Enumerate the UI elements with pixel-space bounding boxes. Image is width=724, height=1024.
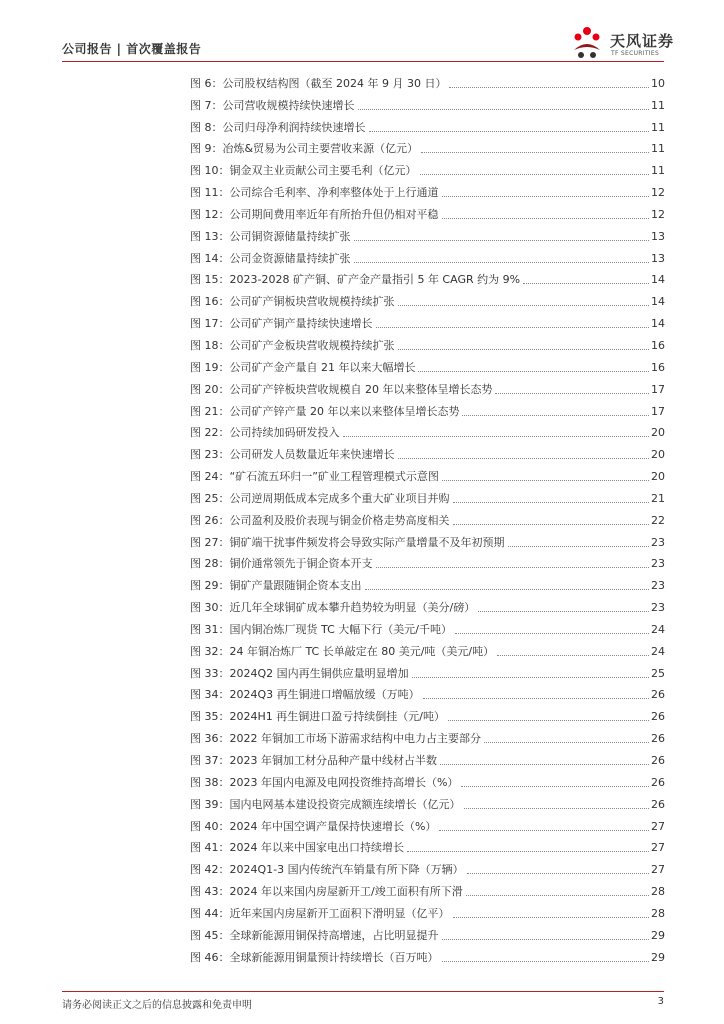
toc-entry-title: 图 29：铜矿产量跟随铜企资本支出: [190, 579, 362, 593]
toc-entry-page: 28: [651, 885, 665, 899]
toc-dot-leader: [376, 567, 650, 568]
report-type-label: 公司报告 | 首次覆盖报告: [62, 42, 202, 56]
toc-dot-leader: [440, 764, 649, 765]
toc-entry[interactable]: [190, 812, 665, 834]
toc-entry-page: 23: [651, 557, 665, 571]
toc-dot-leader: [412, 677, 649, 678]
toc-dot-leader: [448, 720, 649, 721]
toc-dot-leader: [462, 415, 649, 416]
toc-entry-page: 23: [651, 579, 665, 593]
toc-dot-leader: [398, 305, 650, 306]
toc-entry-page: 26: [651, 754, 665, 767]
toc-entry-title: 图 17：公司矿产铜产量持续快速增长: [190, 317, 373, 331]
toc-entry[interactable]: [190, 156, 665, 178]
toc-dot-leader: [442, 961, 650, 962]
toc-entry[interactable]: [190, 921, 665, 943]
toc-entry[interactable]: [190, 855, 665, 877]
toc-entry-page: 26: [651, 710, 665, 724]
toc-entry[interactable]: [190, 877, 665, 899]
toc-dot-leader: [418, 371, 649, 372]
toc-entry-title: 图 28：铜价通常领先于铜企资本开支: [190, 557, 373, 571]
toc-entry-title: 图 30：近几年全球铜矿成本攀升趋势较为明显（美分/磅）: [190, 601, 476, 615]
toc-entry[interactable]: [190, 659, 665, 681]
toc-dot-leader: [495, 393, 649, 394]
toc-entry-title: 图 20：公司矿产锌板块营收规模自 20 年以来整体呈增长态势: [190, 382, 493, 396]
toc-entry-title: 图 40：2024 年中国空调产量保持快速增长（%）: [190, 819, 437, 833]
toc-dot-leader: [497, 655, 649, 656]
toc-dot-leader: [407, 851, 649, 852]
page-number: 3: [657, 996, 664, 1007]
toc-dot-leader: [508, 546, 650, 547]
toc-entry-title: 图 13：公司铜资源储量持续扩张: [190, 229, 351, 243]
toc-entry-page: 20: [651, 470, 665, 484]
toc-entry[interactable]: [190, 615, 665, 637]
toc-entry-page: 27: [651, 819, 665, 833]
toc-entry-page: 17: [651, 404, 665, 418]
toc-entry[interactable]: [190, 244, 665, 266]
toc-dot-leader: [343, 436, 650, 437]
toc-entry-title: 图 45：全球新能源用铜保持高增速，占比明显提升: [190, 928, 439, 942]
toc-dot-leader: [484, 742, 649, 743]
toc-entry-page: 27: [651, 841, 665, 855]
toc-entry-title: 图 22：公司持续加码研发投入: [190, 426, 340, 440]
toc-entry-page: 26: [651, 688, 665, 702]
toc-entry-title: 图 33：2024Q2 国内再生铜供应量明显增加: [190, 666, 409, 680]
toc-entry-page: 16: [651, 338, 665, 352]
toc-entry-title: 图 15：2023-2028 矿产铜、矿产金产量指引 5 年 CAGR 约为 9%: [190, 273, 521, 287]
toc-entry-title: 图 46：全球新能源用铜量预计持续增长（百万吨）: [190, 950, 439, 964]
toc-entry-page: 11: [651, 164, 665, 178]
toc-entry-title: 图 7：公司营收规模持续快速增长: [190, 98, 355, 112]
toc-entry[interactable]: [190, 178, 665, 200]
toc-entry[interactable]: [190, 702, 665, 724]
toc-entry-title: 图 24：“矿石流五环归一”矿业工程管理模式示意图: [190, 470, 439, 484]
toc-entry[interactable]: [190, 397, 665, 419]
toc-entry-page: 25: [651, 666, 665, 680]
toc-entry-page: 17: [651, 382, 665, 396]
toc-entry[interactable]: [190, 550, 665, 572]
toc-dot-leader: [453, 524, 650, 525]
toc-entry[interactable]: [190, 637, 665, 659]
toc-dot-leader: [449, 87, 649, 88]
header-divider: [62, 61, 664, 62]
toc-entry[interactable]: [190, 91, 665, 113]
toc-entry-page: 26: [651, 775, 665, 789]
toc-entry-title: 图 31：国内铜冶炼厂现货 TC 大幅下行（美元/千吨）: [190, 622, 452, 636]
toc-entry-page: 14: [651, 317, 665, 331]
toc-entry-title: 图 35：2024H1 再生铜进口盈亏持续倒挂（元/吨）: [190, 710, 445, 724]
toc-entry[interactable]: [190, 899, 665, 921]
toc-entry-page: 23: [651, 535, 665, 549]
logo-english-name: TF SECURITIES: [611, 50, 660, 57]
toc-dot-leader: [423, 698, 649, 699]
toc-entry-page: 28: [651, 906, 665, 920]
toc-entry[interactable]: [190, 724, 665, 746]
toc-dot-leader: [420, 174, 650, 175]
toc-entry-title: 图 9：冶炼&贸易为公司主要营收来源（亿元）: [190, 142, 419, 156]
toc-dot-leader: [442, 218, 650, 219]
figure-table-of-contents: [190, 69, 665, 965]
toc-dot-leader: [466, 895, 649, 896]
toc-entry-page: 24: [651, 644, 665, 658]
toc-dot-leader: [453, 502, 650, 503]
toc-dot-leader: [442, 939, 650, 940]
toc-entry-title: 图 42：2024Q1-3 国内传统汽车销量有所下降（万辆）: [190, 863, 464, 877]
toc-entry-page: 29: [651, 928, 665, 942]
toc-entry[interactable]: [190, 440, 665, 462]
toc-entry-page: 27: [651, 863, 665, 877]
toc-entry-page: 12: [651, 186, 665, 200]
toc-entry-title: 图 41：2024 年以来中国家电出口持续增长: [190, 841, 404, 855]
toc-entry-title: 图 27：铜矿端干扰事件频发将会导致实际产量增量不及年初预期: [190, 535, 505, 549]
toc-entry[interactable]: [190, 135, 665, 157]
toc-entry-title: 图 6：公司股权结构图（截至 2024 年 9 月 30 日）: [190, 76, 447, 90]
toc-entry-title: 图 10：铜金双主业贡献公司主要毛利（亿元）: [190, 164, 417, 178]
toc-entry[interactable]: [190, 484, 665, 506]
toc-entry-page: 11: [651, 98, 665, 112]
company-logo: [568, 24, 678, 62]
toc-entry[interactable]: [190, 266, 665, 288]
toc-entry-title: 图 44：近年来国内房屋新开工面积下滑明显（亿平）: [190, 906, 450, 920]
toc-entry[interactable]: [190, 353, 665, 375]
toc-dot-leader: [398, 349, 650, 350]
toc-entry-title: 图 25：公司逆周期低成本完成多个重大矿业项目并购: [190, 491, 450, 505]
toc-entry-title: 图 43：2024 年以来国内房屋新开工/竣工面积有所下滑: [190, 885, 463, 899]
toc-dot-leader: [369, 131, 650, 132]
toc-dot-leader: [439, 830, 649, 831]
toc-entry[interactable]: [190, 419, 665, 441]
toc-entry-title: 图 26：公司盈利及股价表现与铜金价格走势高度相关: [190, 513, 450, 527]
toc-dot-leader: [461, 786, 649, 787]
toc-entry-page: 12: [651, 207, 665, 221]
toc-entry[interactable]: [190, 200, 665, 222]
toc-entry-title: 图 11：公司综合毛利率、净利率整体处于上行通道: [190, 186, 439, 200]
toc-dot-leader: [354, 240, 650, 241]
toc-entry-title: 图 36：2022 年铜加工市场下游需求结构中电力占主要部分: [190, 732, 481, 746]
toc-entry-title: 图 14：公司金资源储量持续扩张: [190, 251, 351, 265]
toc-entry[interactable]: [190, 834, 665, 856]
toc-entry[interactable]: [190, 768, 665, 790]
toc-entry-title: 图 19：公司矿产金产量自 21 年以来大幅增长: [190, 360, 416, 374]
toc-entry[interactable]: [190, 943, 665, 965]
toc-entry-title: 图 38：2023 年国内电源及电网投资维持高增长（%）: [190, 775, 459, 789]
toc-dot-leader: [478, 611, 649, 612]
toc-entry-page: 13: [651, 229, 665, 243]
toc-entry-page: 20: [651, 426, 665, 440]
toc-entry[interactable]: [190, 506, 665, 528]
toc-entry-page: 11: [651, 142, 665, 156]
toc-dot-leader: [442, 480, 649, 481]
toc-entry-page: 16: [651, 360, 665, 374]
toc-entry-page: 13: [651, 251, 665, 265]
toc-entry-page: 23: [651, 601, 665, 615]
toc-entry[interactable]: [190, 222, 665, 244]
toc-entry-title: 图 12：公司期间费用率近年有所抬升但仍相对平稳: [190, 207, 439, 221]
toc-entry[interactable]: [190, 331, 665, 353]
toc-entry[interactable]: [190, 309, 665, 331]
toc-entry-title: 图 16：公司矿产铜板块营收规模持续扩张: [190, 295, 395, 309]
toc-entry-page: 22: [651, 513, 665, 527]
toc-entry-title: 图 21：公司矿产锌产量 20 年以来以来整体呈增长态势: [190, 404, 460, 418]
toc-dot-leader: [358, 109, 650, 110]
toc-entry-page: 11: [651, 120, 665, 134]
toc-dot-leader: [467, 873, 649, 874]
toc-entry-page: 26: [651, 732, 665, 746]
footer-divider: [62, 991, 664, 992]
toc-entry[interactable]: [190, 746, 665, 768]
footer-disclaimer: 请务必阅读正文之后的信息披露和免责申明: [62, 1000, 252, 1011]
toc-entry-title: 图 37：2023 年铜加工材分品种产量中线材占半数: [190, 754, 437, 767]
toc-entry[interactable]: [190, 287, 665, 309]
toc-entry-page: 26: [651, 797, 665, 811]
tf-logo-icon: [568, 24, 606, 62]
logo-name: 天风证券: [610, 32, 675, 50]
toc-entry-page: 24: [651, 622, 665, 636]
toc-entry-title: 图 34：2024Q3 再生铜进口增幅放缓（万吨）: [190, 688, 420, 702]
toc-entry-page: 29: [651, 950, 665, 964]
toc-entry-title: 图 23：公司研发人员数量近年来快速增长: [190, 448, 395, 462]
toc-dot-leader: [464, 808, 650, 809]
toc-entry[interactable]: [190, 113, 665, 135]
toc-dot-leader: [453, 917, 650, 918]
toc-entry[interactable]: [190, 69, 665, 91]
toc-entry-page: 10: [651, 76, 665, 90]
toc-dot-leader: [421, 152, 649, 153]
toc-entry-page: 14: [651, 295, 665, 309]
toc-entry[interactable]: [190, 462, 665, 484]
toc-entry[interactable]: [190, 593, 665, 615]
toc-dot-leader: [398, 458, 650, 459]
toc-entry[interactable]: [190, 571, 665, 593]
toc-entry-title: 图 8：公司归母净利润持续快速增长: [190, 120, 366, 134]
toc-dot-leader: [354, 262, 650, 263]
toc-dot-leader: [455, 633, 649, 634]
toc-dot-leader: [523, 283, 649, 284]
toc-entry[interactable]: [190, 528, 665, 550]
toc-entry-page: 21: [651, 491, 665, 505]
toc-entry-title: 图 39：国内电网基本建设投资完成额连续增长（亿元）: [190, 797, 461, 811]
toc-entry[interactable]: [190, 375, 665, 397]
toc-entry-page: 20: [651, 448, 665, 462]
toc-entry-page: 14: [651, 273, 665, 287]
toc-dot-leader: [442, 196, 650, 197]
toc-entry-title: 图 18：公司矿产金板块营收规模持续扩张: [190, 338, 395, 352]
toc-dot-leader: [365, 589, 650, 590]
toc-entry-title: 图 32：24 年铜冶炼厂 TC 长单敲定在 80 美元/吨（美元/吨）: [190, 644, 495, 658]
toc-dot-leader: [376, 327, 650, 328]
toc-entry[interactable]: [190, 681, 665, 703]
toc-entry[interactable]: [190, 790, 665, 812]
